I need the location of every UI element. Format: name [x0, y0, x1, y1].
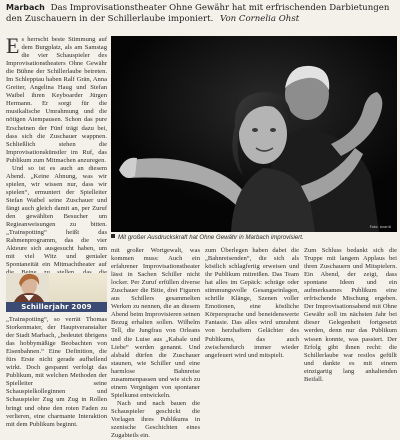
article-column-2 [111, 247, 200, 440]
article-column-4 [304, 247, 397, 400]
article-column-1-lower [6, 316, 107, 428]
performance-photo [111, 36, 397, 232]
paragraph [6, 33, 107, 165]
schillerjahr-badge: Schillerjahr 2009 [6, 302, 107, 312]
paragraph: Und so ist es auch an diesem Abend. „Keine Ahnung, was wir spielen, wir wissen nur, dass wir spielen“, ermuntert der Spielleiter Stefan Waibel seine Zuschauer und fängt auch gleich damit an, per Zuruf den gewählten Besucher um Regieanweisungen zu bitten. „Trainspotting“ heißt das Rahmenprogramm, das die vier Akteure sich ausgesucht haben, um mit viel Witz und genialer Spontaneität ein Mitmachtheater auf [6, 164, 107, 269]
paragraph: mit großer Wortgewalt, was kommen muss: Auch ein erfahrener Improvisationstheater lässt in Sachen Schiller nicht locker. Per Zuruf erfüllen diverse Zuschauer die Bitte, drei Figuren aus Schillers gesammelten Werken zu nennen, die an diesem Abend beim Improvisieren seinen Bezug erhalten sollen. Wilhelm Tell, die Jungfrau von Orleans und die Luise aus „Kabale und Liebe“ werden genannt. Und alsbald dürfen die Zuschauer staunen, wie Schiller und eine harmlose Bahnreise zusammenpassen und wie sich zu einem Vergnügen von spontaner Spielkunst entwickeln. [111, 247, 200, 399]
byline: Von Cornelia Ohst [220, 13, 300, 24]
caption-text: Mit großer Ausdruckskraft hat Ohne Gewähr in Marbach improvisiert. [118, 234, 304, 241]
paragraph: Nach und nach bauen die Schauspieler geschickt die Vorlagen ihres Publikums in szenische Geschichten eines Zugabteils ein. [111, 399, 200, 440]
paragraph: Zum Schluss bedankt sich die Truppe mit langem Applaus bei ihren Zuschauern und Mitspielern. Ein Abend, der zeigt, dass spontane Ideen und ein aufmerksames Publikum eine erfrischende Mischung ergeben. Der Improvisationsabend mit Ohne Gewähr soll im nächsten Jahr bei dieser Gelegenheit fortgesetzt werden, denn nur das Publikum wissen konnte, was passiert. Der Erfolg gibt ihnen recht: die Schillerlaube war restlos gefüllt und dankte es mit einem einzigartig lang anhaltenden Beifall. [304, 247, 397, 383]
paragraph-text: s herrscht beste Stimmung auf dem Burgplatz, als am Samstag die vier Schauspieler des Improvisationstheaters Ohne Gewähr die Bühne der Schillerlaube betreten. Im Schlepptau haben Ralf Grän, Anna Greiter, Angelina Haug und Stefan Waibel ihren Keyboarder Jürgen Hermann. Er sorgt für die musikalische Umrahmung und die nötigen Atempausen. Schon das pure Erscheinen der Fünf trägt dazu bei, dass sich die Zuschauer wappnen. Schließlich stehen die Improvisationskünstler im Ruf, das Publikum zum Mitmachen anzuregen. [6, 36, 107, 164]
photo-credit: Foto: avanti [369, 225, 391, 229]
article-column-3 [205, 247, 299, 400]
location-kicker: Marbach [6, 3, 45, 12]
caption-marker-icon [111, 234, 115, 238]
schiller-portrait [6, 273, 49, 302]
stage-photo-image [111, 36, 397, 232]
schiller-portrait-image [6, 273, 49, 302]
headline: Das Improvisationstheater Ohne Gewähr hat mit erfrischenden Darbietungen den Zuschauern in der Schillerlaube imponiert. [6, 3, 390, 24]
paragraph: „Trainspotting“, so verrät Thomas Storkenmaier, der Hauptveranstalter der Stadt Marbach, „bedeutet übrigens das hobbymäßige Beobachten von Eisenbahnen.“ Eine Definition, die fürs Erste nicht gerade aufhellend wirkt. Doch gespannt verfolgt das Publikum, mit welchen Methoden der Spielleiter seine Schauspielkolleginnen und Schauspieler Zug um Zug in Rollen bringt und ohne den roten Faden zu verlieren, eine charmante Interaktion mit dem Publikum beginnt. [6, 316, 107, 428]
schiller-banner-ornament [49, 273, 107, 302]
drop-cap: E [6, 33, 20, 58]
article-column-1 [6, 33, 107, 269]
article-header [6, 3, 396, 24]
photo-caption [111, 234, 397, 244]
paragraph: zum Überlegen haben dabei die „Bahnreisenden“, die sich als köstlich schlagfertig erweisen und ihr Publikum mitreißen. Das Team hat alles im Gepäck: schräge oder stimmungsvolle Gesangseinlagen, schrille Klänge, Szenen voller Emotionen, eine köstliche Körpersprache und beneidenswerte Fantasie. Das alles wird umrahmt von herzhaftem Gelächter des Publikums, das auch zwischendurch immer wieder angefeuert wird und mitspielt. [205, 247, 299, 359]
